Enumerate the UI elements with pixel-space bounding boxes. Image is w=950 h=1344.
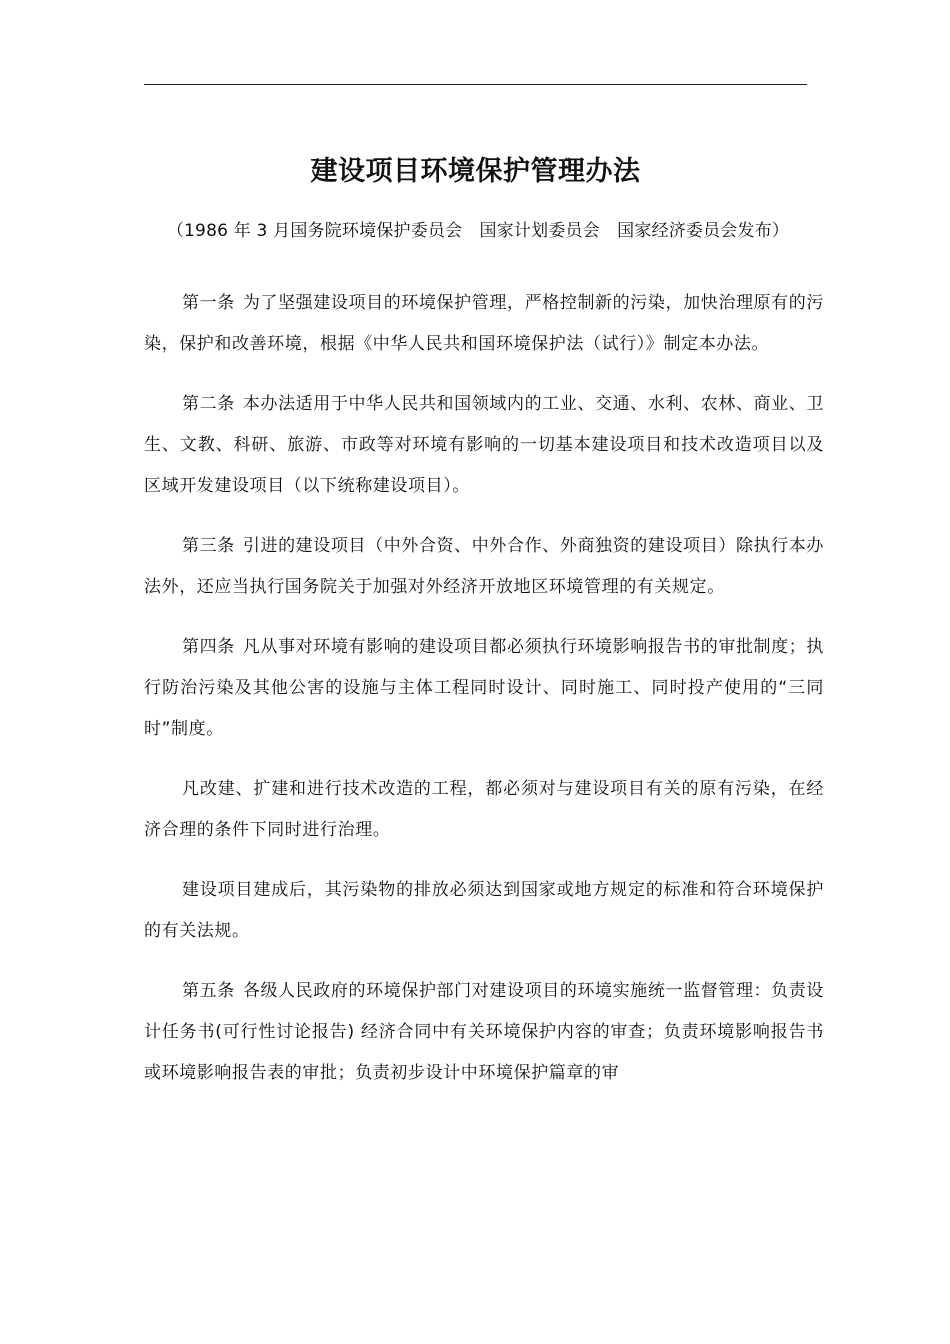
article-number: 第三条 bbox=[182, 536, 235, 556]
document-body bbox=[144, 283, 824, 1113]
article-3-paragraph bbox=[144, 526, 824, 608]
article-4-paragraph bbox=[144, 627, 824, 750]
article-text: 为了坚强建设项目的环境保护管理，严格控制新的污染，加快治理原有的污染，保护和改善环境，根据《中华人民共和国环境保护法（试行）》制定本办法。 bbox=[144, 293, 824, 354]
article-2-paragraph bbox=[144, 384, 824, 507]
header-rule bbox=[144, 84, 807, 85]
article-text: 本办法适用于中华人民共和国领域内的工业、交通、水利、农林、商业、卫生、文教、科研、旅游、市政等对环境有影响的一切基本建设项目和技术改造项目以及区域开发建设项目（以下统称建设项目）。 bbox=[144, 394, 824, 496]
document-title: 建设项目环境保护管理办法 bbox=[310, 156, 641, 187]
article-number: 第五条 bbox=[182, 981, 235, 1001]
paragraph-text: 建设项目建成后，其污染物的排放必须达到国家或地方规定的标准和符合环境保护的有关法规。 bbox=[144, 880, 824, 941]
article-5-paragraph bbox=[144, 971, 824, 1094]
article-1-paragraph bbox=[144, 283, 824, 365]
article-4-continuation-1 bbox=[144, 769, 824, 851]
article-number: 第四条 bbox=[182, 637, 235, 657]
paragraph-text: 凡改建、扩建和进行技术改造的工程，都必须对与建设项目有关的原有污染，在经济合理的条件下同时进行治理。 bbox=[144, 779, 824, 840]
article-text: 引进的建设项目（中外合资、中外合作、外商独资的建设项目）除执行本办法外，还应当执行国务院关于加强对外经济开放地区环境管理的有关规定。 bbox=[144, 536, 824, 597]
article-number: 第二条 bbox=[182, 394, 235, 414]
article-text: 各级人民政府的环境保护部门对建设项目的环境实施统一监督管理：负责设计任务书(可行性讨论报告) 经济合同中有关环境保护内容的审查；负责环境影响报告书或环境影响报告表的审批；负责初步设计中环境保护篇章的审 bbox=[144, 981, 824, 1083]
article-number: 第一条 bbox=[182, 293, 235, 313]
document-subtitle: （1986 年 3 月国务院环境保护委员会 国家计划委员会 国家经济委员会发布） bbox=[166, 221, 790, 241]
article-4-continuation-2 bbox=[144, 870, 824, 952]
article-text: 凡从事对环境有影响的建设项目都必须执行环境影响报告书的审批制度；执行防治污染及其他公害的设施与主体工程同时设计、同时施工、同时投产使用的“三同时”制度。 bbox=[144, 637, 824, 739]
